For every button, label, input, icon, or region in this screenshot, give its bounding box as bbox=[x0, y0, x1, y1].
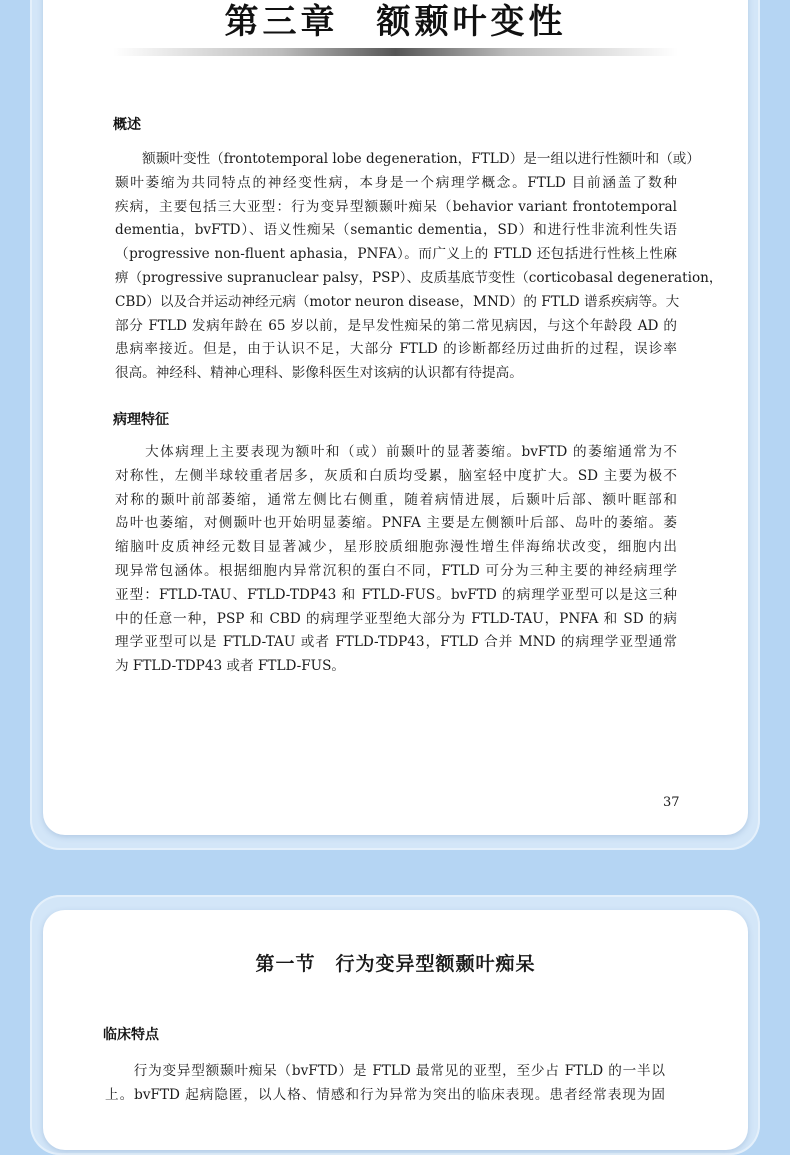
text-line: 疾病，主要包括三大亚型：行为变异型额颞叶痴呆（behavior variant frontotemporal bbox=[115, 198, 677, 215]
text-line: CBD）以及合并运动神经元病（motor neuron disease，MND）的 FTLD 谱系疾病等。大 bbox=[115, 293, 680, 310]
text-line: 额颞叶变性（frontotemporal lobe degeneration，FTLD）是一组以进行性额叶和（或） bbox=[115, 151, 700, 167]
overview-paragraph bbox=[115, 148, 723, 386]
text-line: 颞叶萎缩为共同特点的神经变性病，本身是一个病理学概念。FTLD 目前涵盖了数种 bbox=[115, 174, 677, 191]
text-line: 痹（progressive supranuclear palsy，PSP）、皮质基底节变性（corticobasal degeneration， bbox=[115, 269, 723, 286]
text-line: 上。bvFTD 起病隐匿，以人格、情感和行为异常为突出的临床表现。患者经常表现为固 bbox=[105, 1086, 665, 1103]
pathology-paragraph bbox=[115, 441, 677, 679]
text-line: 理学亚型可以是 FTLD-TAU 或者 FTLD-TDP43，FTLD 合并 MND 的病理学亚型通常 bbox=[115, 634, 677, 651]
text-line: 岛叶也萎缩，对侧颞叶也开始明显萎缩。PNFA 主要是左侧额叶后部、岛叶的萎缩。萎 bbox=[115, 515, 677, 532]
section-heading-pathology: 病理特征 bbox=[113, 412, 169, 428]
section-title: 第一节 行为变异型额颞叶痴呆 bbox=[255, 953, 536, 975]
chapter-title: 第三章 额颞叶变性 bbox=[224, 2, 567, 42]
text-line: 行为变异型额颞叶痴呆（bvFTD）是 FTLD 最常见的亚型，至少占 FTLD 的一半以 bbox=[105, 1063, 665, 1079]
text-line: 中的任意一种，PSP 和 CBD 的病理学亚型绝大部分为 FTLD-TAU，PNFA 和 SD 的病 bbox=[115, 610, 677, 627]
title-divider bbox=[113, 48, 678, 56]
page-number: 37 bbox=[663, 795, 680, 810]
clinical-paragraph bbox=[105, 1060, 665, 1108]
text-line: dementia，bvFTD）、语义性痴呆（semantic dementia，SD）和进行性非流利性失语 bbox=[115, 222, 677, 239]
text-line: 现异常包涵体。根据细胞内异常沉积的蛋白不同，FTLD 可分为三种主要的神经病理学 bbox=[115, 562, 677, 579]
section-heading-clinical: 临床特点 bbox=[103, 1027, 159, 1043]
text-line: 对称的颞叶前部萎缩，通常左侧比右侧重，随着病情进展，后颞叶后部、额叶眶部和 bbox=[115, 491, 677, 508]
text-line: 患病率接近。但是，由于认识不足，大部分 FTLD 的诊断都经历过曲折的过程，误诊率 bbox=[115, 341, 677, 358]
text-line: 缩脑叶皮质神经元数目显著减少，星形胶质细胞弥漫性增生伴海绵状改变，细胞内出 bbox=[115, 539, 677, 556]
text-line: （progressive non-fluent aphasia，PNFA）。而广义上的 FTLD 还包括进行性核上性麻 bbox=[115, 246, 677, 263]
text-line: 对称性，左侧半球较重者居多，灰质和白质均受累，脑室轻中度扩大。SD 主要为极不 bbox=[115, 467, 677, 484]
section-heading-overview: 概述 bbox=[113, 117, 141, 133]
book-page-2 bbox=[43, 910, 748, 1150]
book-page-1 bbox=[43, 0, 748, 835]
text-line: 很高。神经科、精神心理科、影像科医生对该病的认识都有待提高。 bbox=[115, 365, 523, 382]
text-line: 部分 FTLD 发病年龄在 65 岁以前，是早发性痴呆的第二常见病因，与这个年龄段 AD 的 bbox=[115, 317, 677, 334]
text-line: 大体病理上主要表现为额叶和（或）前颞叶的显著萎缩。bvFTD 的萎缩通常为不 bbox=[115, 444, 677, 460]
text-line: 亚型：FTLD-TAU、FTLD-TDP43 和 FTLD-FUS。bvFTD 的病理学亚型可以是这三种 bbox=[115, 586, 677, 603]
text-line: 为 FTLD-TDP43 或者 FTLD-FUS。 bbox=[115, 658, 346, 675]
